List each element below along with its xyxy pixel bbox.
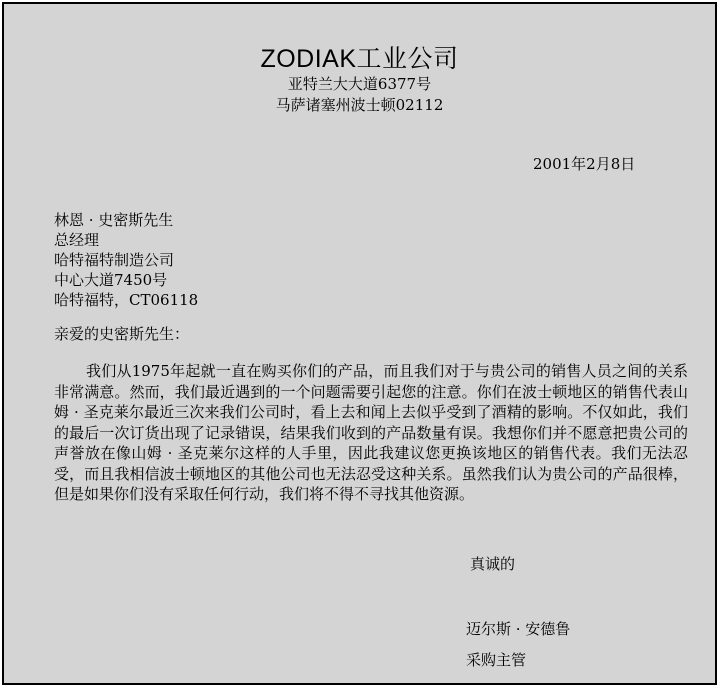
recipient-company: 哈特福特制造公司: [54, 251, 175, 269]
recipient-title: 总经理: [54, 231, 100, 249]
letter-date: 2001年2月8日: [533, 155, 636, 173]
closing: 真诚的: [470, 555, 516, 573]
letter-page: [2, 2, 717, 685]
salutation: 亲爱的史密斯先生：: [54, 325, 190, 343]
company-address-city: 马萨诸塞州波士顿02112: [275, 96, 444, 114]
body-paragraph: 我们从1975年起就一直在购买你们的产品，而且我们对于与贵公司的销售人员之间的关系非常满意。然而，我们最近遇到的一个问题需要引起您的注意。你们在波士顿地区的销售代表山姆 · 圣克莱尔最近三次来我们公司时，看上去和闻上去似乎受到了酒精的影响。不仅如此，我们的最后一次订货出现了记录错误，结果我们收到的产品数量有误。我想你们并不愿意把贵公司的声誉放在像山姆 · 圣克莱尔这样的人手里，因此我建议您更换该地区的销售代表。我们无法忍受，而且我相信波士顿地区的其他公司也无法忍受这种关系。虽然我们认为贵公司的产品很棒，但是如果你们没有采取任何行动，我们将不得不寻找其他资源。: [54, 362, 688, 503]
company-address-street: 亚特兰大大道6377号: [287, 75, 432, 93]
signer-title: 采购主管: [466, 651, 527, 669]
company-name: ZODIAK工业公司: [260, 45, 459, 73]
recipient-block: [54, 210, 198, 310]
letterhead: [4, 44, 715, 116]
recipient-city: 哈特福特，CT06118: [54, 291, 199, 309]
signer-name: 迈尔斯 · 安德鲁: [466, 620, 571, 638]
recipient-street: 中心大道7450号: [54, 271, 168, 289]
recipient-name: 林恩 · 史密斯先生: [54, 211, 174, 229]
